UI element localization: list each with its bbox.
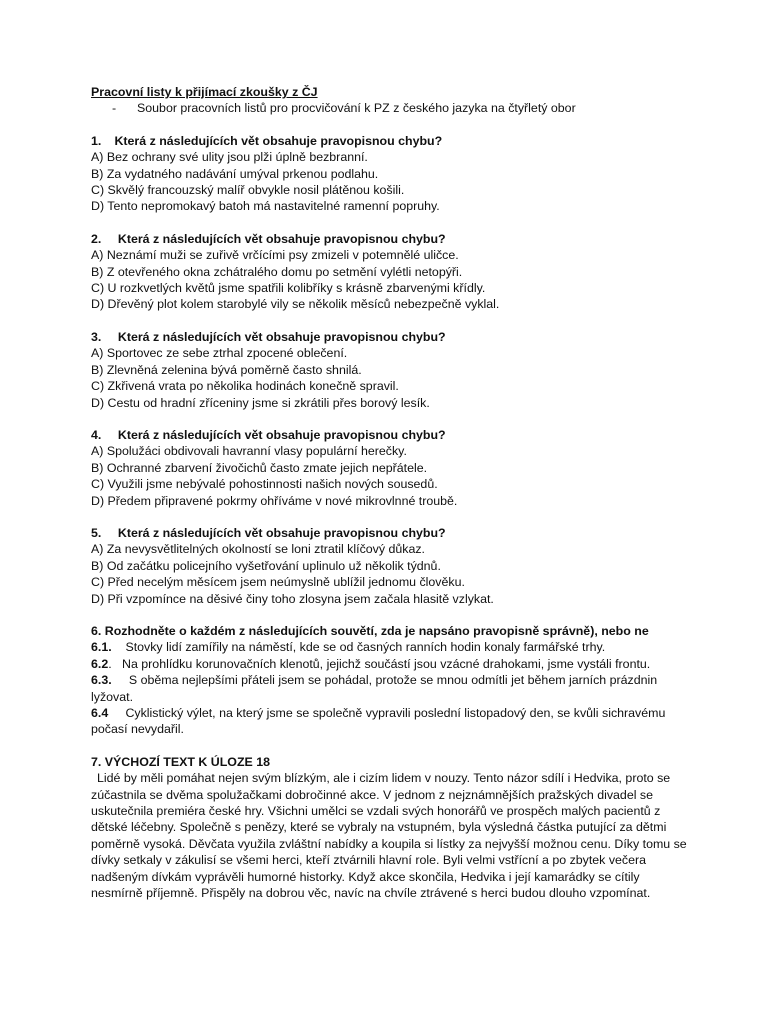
answer-option: A) Za nevysvětlitelných okolností se loni ztratil klíčový důkaz. [91,542,425,557]
question-heading [91,525,691,541]
item-number: 6.3. [91,673,112,688]
answer-option: D) Tento nepromokavý batoh má nastavitelné ramenní popruhy. [91,199,440,214]
item-text: Cyklistický výlet, na který jsme se společně vypravili poslední listopadový den, se kvůli sichravému počasí nevydařil. [91,706,669,737]
answer-option: D) Při vzpomínce na děsivé činy toho zlosyna jsem začala hlasitě vzlykat. [91,591,494,606]
task-6-item [91,656,691,672]
answer-option: A) Spolužáci obdivovali havranní vlasy populární herečky. [91,444,407,459]
answer-option: B) Od začátku policejního vyšetřování uplinulo už několik týdnů. [91,558,441,573]
page-title: Pracovní listy k přijímací zkoušky z ČJ [91,85,318,99]
question-text: Která z následujících vět obsahuje pravopisnou chybu? [117,231,446,246]
item-number: 6.2 [91,656,109,671]
worksheet-page [91,84,691,901]
subtitle-text: Soubor pracovních listů pro procvičování k PZ z českého jazyka na čtyřletý obor [137,101,576,116]
questions-list [91,133,691,607]
item-text: S oběma nejlepšími přáteli jsem se pohádal, protože se mnou odmítli jet během jarních prázdnin lyžovat. [91,673,661,704]
question-heading [91,329,691,345]
answer-option: A) Bez ochrany své ulity jsou plži úplně bezbranní. [91,150,368,165]
answer-option: A) Neznámí muži se zuřivě vrčícími psy zmizeli v potemnělé uličce. [91,248,459,263]
question-number: 5. [91,525,102,540]
question-number: 2. [91,231,102,246]
question-block [91,427,691,509]
answer-option: C) Zkřivená vrata po několika hodinách konečně spravil. [91,379,399,394]
answer-option: D) Předem připravené pokrmy ohříváme v nové mikrovlnné troubě. [91,493,458,508]
answer-option: D) Dřevěný plot kolem starobylé vily se několik měsíců nebezpečně vyklal. [91,297,500,312]
bullet-dash: - [112,101,117,116]
question-block [91,133,691,215]
answer-option: D) Cestu od hradní zříceniny jsme si zkrátili přes borový lesík. [91,395,430,410]
task-7-heading: 7. VÝCHOZÍ TEXT K ÚLOZE 18 [91,754,271,769]
question-text: Která z následujících vět obsahuje pravopisnou chybu? [117,329,446,344]
answer-option: C) Před necelým měsícem jsem neúmyslně ublížil jednomu člověku. [91,575,465,590]
item-text: Stovky lidí zamířily na náměstí, kde se od časných ranních hodin konaly farmářské trhy. [111,640,606,655]
question-block [91,329,691,411]
answer-option: B) Za vydatného nadávání umýval prkenou podlahu. [91,166,379,181]
answer-option: C) Využili jsme nebývalé pohostinnosti našich nových sousedů. [91,477,438,492]
answer-option: B) Ochranné zbarvení živočichů často zmate jejich nepřátele. [91,460,428,475]
task-6-item [91,672,691,705]
item-number: 6.4 [91,706,109,720]
answer-option: B) Z otevřeného okna zchátralého domu po setmění vylétli netopýři. [91,264,463,279]
item-text: . Na prohlídku korunovačních klenotů, jejichž součástí jsou vzácné drahokami, jsme vystáli frontu. [108,656,651,671]
question-heading [91,133,691,149]
item-number: 6.1. [91,640,112,655]
question-number: 3. [91,329,102,344]
question-heading [91,427,691,443]
task-6-item [91,639,691,655]
answer-option: A) Sportovec ze sebe ztrhal zpocené oblečení. [91,346,348,361]
task-6-block [91,623,691,738]
answer-option: C) U rozkvetlých květů jsme spatřili kolibříky s krásně zbarvenými křídly. [91,281,486,296]
question-text: Která z následujících vět obsahuje pravopisnou chybu? [117,525,446,540]
task-7-block [91,754,691,902]
question-heading [91,231,691,247]
subtitle-line [91,100,691,116]
question-text: Která z následujících vět obsahuje pravopisnou chybu? [117,427,446,442]
task-6-heading: 6. Rozhodněte o každém z následujících souvětí, zda je napsáno pravopisně správně), nebo ne [91,623,649,638]
task-6-item [91,705,691,738]
question-number: 4. [91,427,102,442]
question-block [91,231,691,313]
question-text: Která z následujících vět obsahuje pravopisnou chybu? [114,133,443,148]
answer-option: B) Zlevněná zelenina bývá poměrně často shnilá. [91,362,362,377]
question-number: 1. [91,133,102,148]
question-block [91,525,691,607]
answer-option: C) Skvělý francouzský malíř obvykle nosil plátěnou košili. [91,183,405,198]
source-text-paragraph: Lidé by měli pomáhat nejen svým blízkým, ale i cizím lidem v nouzy. Tento názor sdílí i Hedvika, proto se zúčastnila se dvěma spolužačkami dobročinné akce. V jednom z nejznámnějších pražských divadel se uskutečnila premiéra české hry. Všichni umělci se vzdali svých honorářů ve prospěch malých pacientů z dětské léčebny. Společně s penězy, které se vybraly na vstupném, byla výsledná částka putující za dětmi poměrně vysoká. Děvčata využila zvláštní nabídky a koupila si lístky za nejvyšší možnou cenu. Díky tomu se dívky setkaly v zákulisí se všemi herci, kteří ztvárnili hlavní role. Byli velmi vstřícní a po zbytek večera nadšeným dívkám vyprávěli humorné historky. Když akce skončila, Hedvika i její kamarádky se cítily nesmírně příjemně. Přispěly na dobrou věc, navíc na chvíle ztrávené s herci budou dlouho vzpomínat. [91,771,687,901]
